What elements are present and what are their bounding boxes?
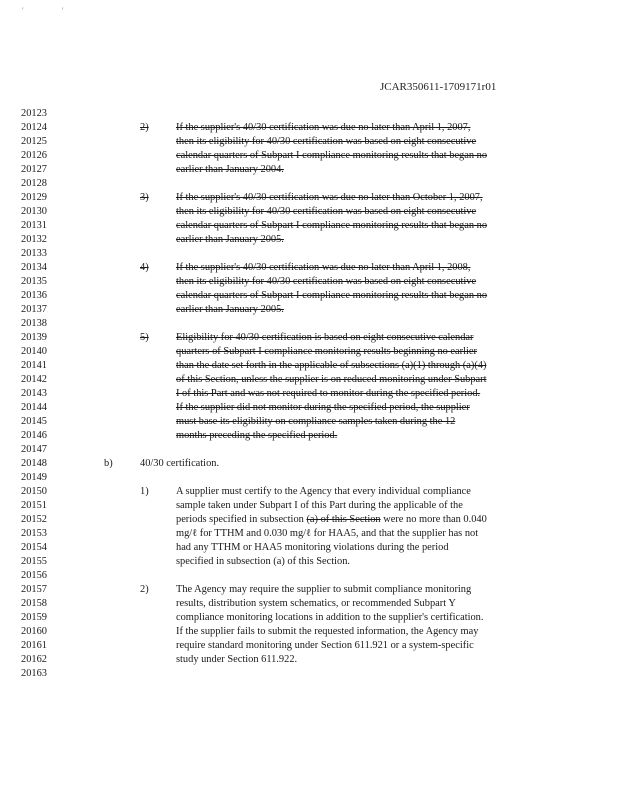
line-number: 20134	[21, 262, 47, 273]
line-number: 20149	[21, 472, 47, 483]
line-number: 20136	[21, 290, 47, 301]
item-text-line: A supplier must certify to the Agency that every individual compliance	[176, 486, 471, 497]
line-number: 20152	[21, 514, 47, 525]
item-text-line: compliance monitoring locations in addition to the supplier's certification.	[176, 612, 484, 623]
line-number: 20139	[21, 332, 47, 343]
item-text-line: Eligibility for 40/30 certification is based on eight consecutive calendar	[176, 332, 474, 343]
line-number: 20159	[21, 612, 47, 623]
item-text-line: periods specified in subsection (a) of this Section were no more than 0.040	[176, 514, 487, 525]
item-number: 2)	[140, 122, 149, 133]
line-number: 20142	[21, 374, 47, 385]
line-number: 20131	[21, 220, 47, 231]
item-text-line: earlier than January 2005.	[176, 304, 284, 315]
line-number: 20150	[21, 486, 47, 497]
line-number: 20153	[21, 528, 47, 539]
item-text-line: If the supplier's 40/30 certification was due no later than April 1, 2008,	[176, 262, 471, 273]
line-number: 20127	[21, 164, 47, 175]
document-id: JCAR350611-1709171r01	[380, 81, 497, 93]
scan-corner-marks: ' '	[22, 6, 82, 16]
item-text-line: If the supplier's 40/30 certification was due no later than October 1, 2007,	[176, 192, 483, 203]
line-number: 20154	[21, 542, 47, 553]
line-number: 20146	[21, 430, 47, 441]
item-text-line: months preceding the specified period.	[176, 430, 338, 441]
item-number: 5)	[140, 332, 149, 343]
line-number: 20138	[21, 318, 47, 329]
item-text-line: then its eligibility for 40/30 certification was based on eight consecutive	[176, 206, 477, 217]
item-text-line: If the supplier's 40/30 certification was due no later than April 1, 2007,	[176, 122, 471, 133]
subsection-letter: b)	[104, 458, 113, 469]
line-number: 20133	[21, 248, 47, 259]
line-number: 20135	[21, 276, 47, 287]
line-number: 20124	[21, 122, 47, 133]
line-number: 20163	[21, 668, 47, 679]
item-text-line: calendar quarters of Subpart I compliance monitoring results that began no	[176, 150, 488, 161]
line-number: 20141	[21, 360, 47, 371]
line-number: 20132	[21, 234, 47, 245]
item-text-line: require standard monitoring under Section 611.921 or a system-specific	[176, 640, 474, 651]
item-number: 4)	[140, 262, 149, 273]
line-number: 20126	[21, 150, 47, 161]
subsection-heading: 40/30 certification.	[140, 458, 220, 469]
item-text-line: calendar quarters of Subpart I compliance monitoring results that began no	[176, 220, 488, 231]
item-text-line: mg/ℓ for TTHM and 0.030 mg/ℓ for HAA5, and that the supplier has not	[176, 528, 479, 539]
line-number: 20145	[21, 416, 47, 427]
item-text-line: results, distribution system schematics, or recommended Subpart Y	[176, 598, 456, 609]
item-text-line: of this Section, unless the supplier is on reduced monitoring under Subpart	[176, 374, 487, 385]
item-text-line: than the date set forth in the applicable of subsections (a)(1) through (a)(4)	[176, 360, 487, 371]
item-text-line: specified in subsection (a) of this Section.	[176, 556, 351, 567]
item-text-line: then its eligibility for 40/30 certification was based on eight consecutive	[176, 136, 477, 147]
item-text-line: study under Section 611.922.	[176, 654, 298, 665]
line-number: 20148	[21, 458, 47, 469]
line-number: 20137	[21, 304, 47, 315]
line-number: 20162	[21, 654, 47, 665]
item-number: 2)	[140, 584, 149, 595]
item-text-line: calendar quarters of Subpart I compliance monitoring results that began no	[176, 290, 488, 301]
line-number: 20161	[21, 640, 47, 651]
line-number: 20157	[21, 584, 47, 595]
line-number: 20123	[21, 108, 47, 119]
item-text-line: earlier than January 2004.	[176, 164, 284, 175]
item-number: 3)	[140, 192, 149, 203]
item-text-line: then its eligibility for 40/30 certification was based on eight consecutive	[176, 276, 477, 287]
line-number: 20128	[21, 178, 47, 189]
item-text-line: sample taken under Subpart I of this Part during the applicable of the	[176, 500, 463, 511]
line-number: 20147	[21, 444, 47, 455]
line-number: 20156	[21, 570, 47, 581]
line-number: 20125	[21, 136, 47, 147]
item-text-line: The Agency may require the supplier to submit compliance monitoring	[176, 584, 472, 595]
line-number: 20144	[21, 402, 47, 413]
item-text-line: earlier than January 2005.	[176, 234, 284, 245]
line-number: 20160	[21, 626, 47, 637]
line-number: 20129	[21, 192, 47, 203]
item-text-line: had any TTHM or HAA5 monitoring violations during the period	[176, 542, 449, 553]
item-number: 1)	[140, 486, 149, 497]
item-text-line: If the supplier fails to submit the requested information, the Agency may	[176, 626, 479, 637]
item-text-line: If the supplier did not monitor during the specified period, the supplier	[176, 402, 470, 413]
line-number: 20130	[21, 206, 47, 217]
line-number: 20143	[21, 388, 47, 399]
line-number: 20151	[21, 500, 47, 511]
line-number: 20140	[21, 346, 47, 357]
line-number: 20158	[21, 598, 47, 609]
line-number: 20155	[21, 556, 47, 567]
item-text-line: quarters of Subpart I compliance monitoring results beginning no earlier	[176, 346, 477, 357]
item-text-line: must base its eligibility on compliance samples taken during the 12	[176, 416, 456, 427]
item-text-line: I of this Part and was not required to monitor during the specified period.	[176, 388, 481, 399]
